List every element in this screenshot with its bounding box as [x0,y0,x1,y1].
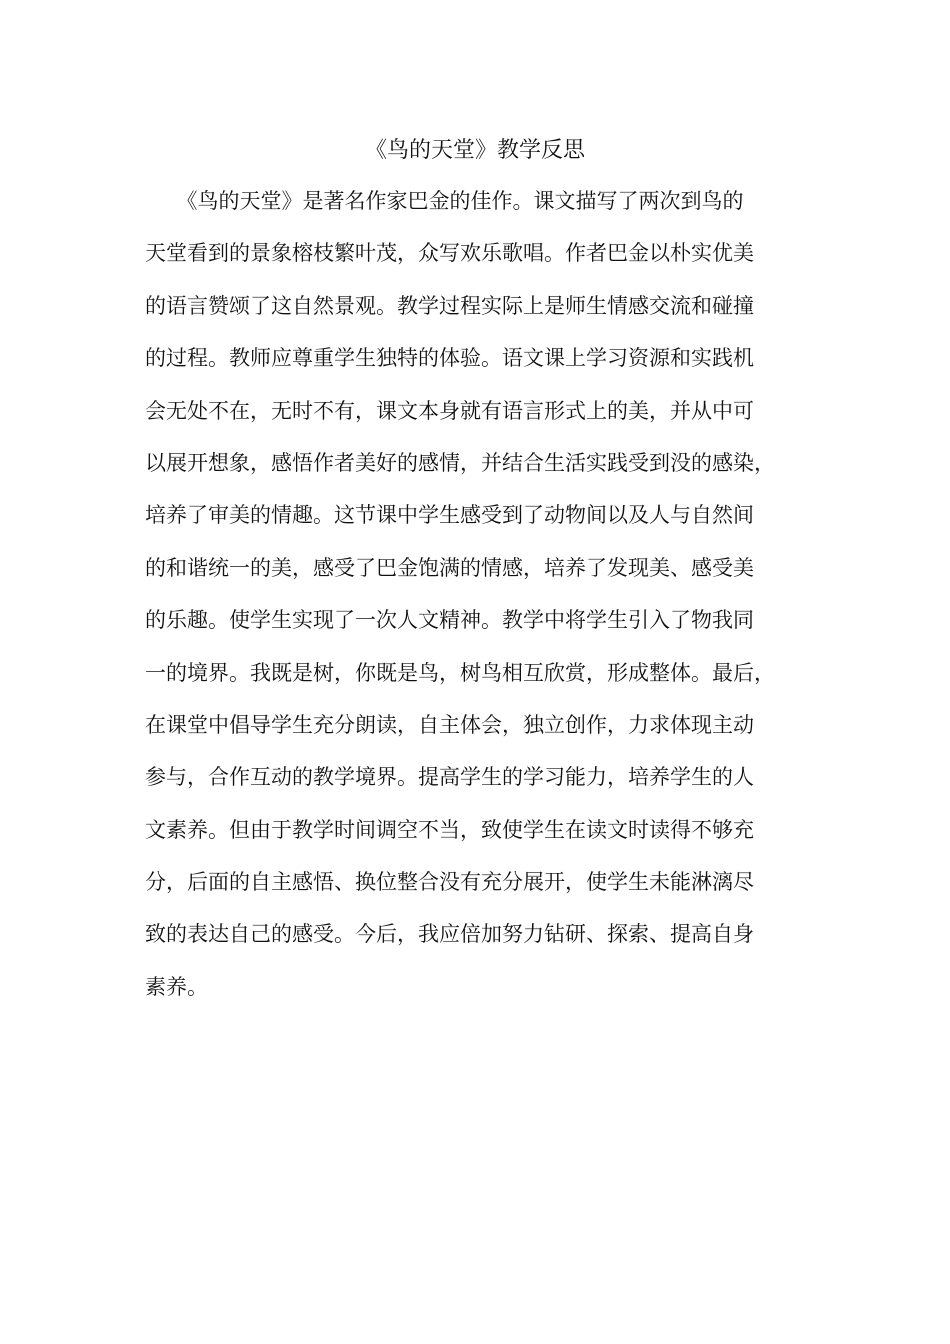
paragraph-line: 分，后面的自主感悟、换位整合没有充分展开，使学生未能淋漓尽 [145,870,754,895]
document-body [145,179,825,1017]
paragraph-line: 致的表达自己的感受。今后，我应倍加努力钻研、探索、提高自身 [145,922,754,947]
paragraph-line: 在课堂中倡导学生充分朗读，自主体会，独立创作，力求体现主动 [145,712,754,737]
paragraph-line: 以展开想象，感悟作者美好的感情，并结合生活实践受到没的感染， [145,450,775,475]
paragraph-line: 培养了审美的情趣。这节课中学生感受到了动物间以及人与自然间 [145,503,754,528]
document-title: 《鸟的天堂》教学反思 [364,138,585,163]
paragraph-line: 素养。 [145,974,208,999]
paragraph-line: 天堂看到的景象榕枝繁叶茂，众写欢乐歌唱。作者巴金以朴实优美 [145,241,754,266]
paragraph-line: 文素养。但由于教学时间调空不当，致使学生在读文时读得不够充 [145,817,754,842]
paragraph-line: 参与，合作互动的教学境界。提高学生的学习能力，培养学生的人 [145,765,754,790]
paragraph-line: 的和谐统一的美，感受了巴金饱满的情感，培养了发现美、感受美 [145,555,754,580]
paragraph-line: 的过程。教师应尊重学生独特的体验。语文课上学习资源和实践机 [145,346,754,371]
paragraph-line: 一的境界。我既是树，你既是鸟，树鸟相互欣赏，形成整体。最后， [145,660,775,685]
paragraph-line: 的语言赞颂了这自然景观。教学过程实际上是师生情感交流和碰撞 [145,293,754,318]
paragraph-line: 的乐趣。使学生实现了一次人文精神。教学中将学生引入了物我同 [145,608,754,633]
paragraph-line: 《鸟的天堂》是著名作家巴金的佳作。课文描写了两次到鸟的 [145,189,744,213]
paragraph-line: 会无处不在，无时不有，课文本身就有语言形式上的美，并从中可 [145,398,754,423]
